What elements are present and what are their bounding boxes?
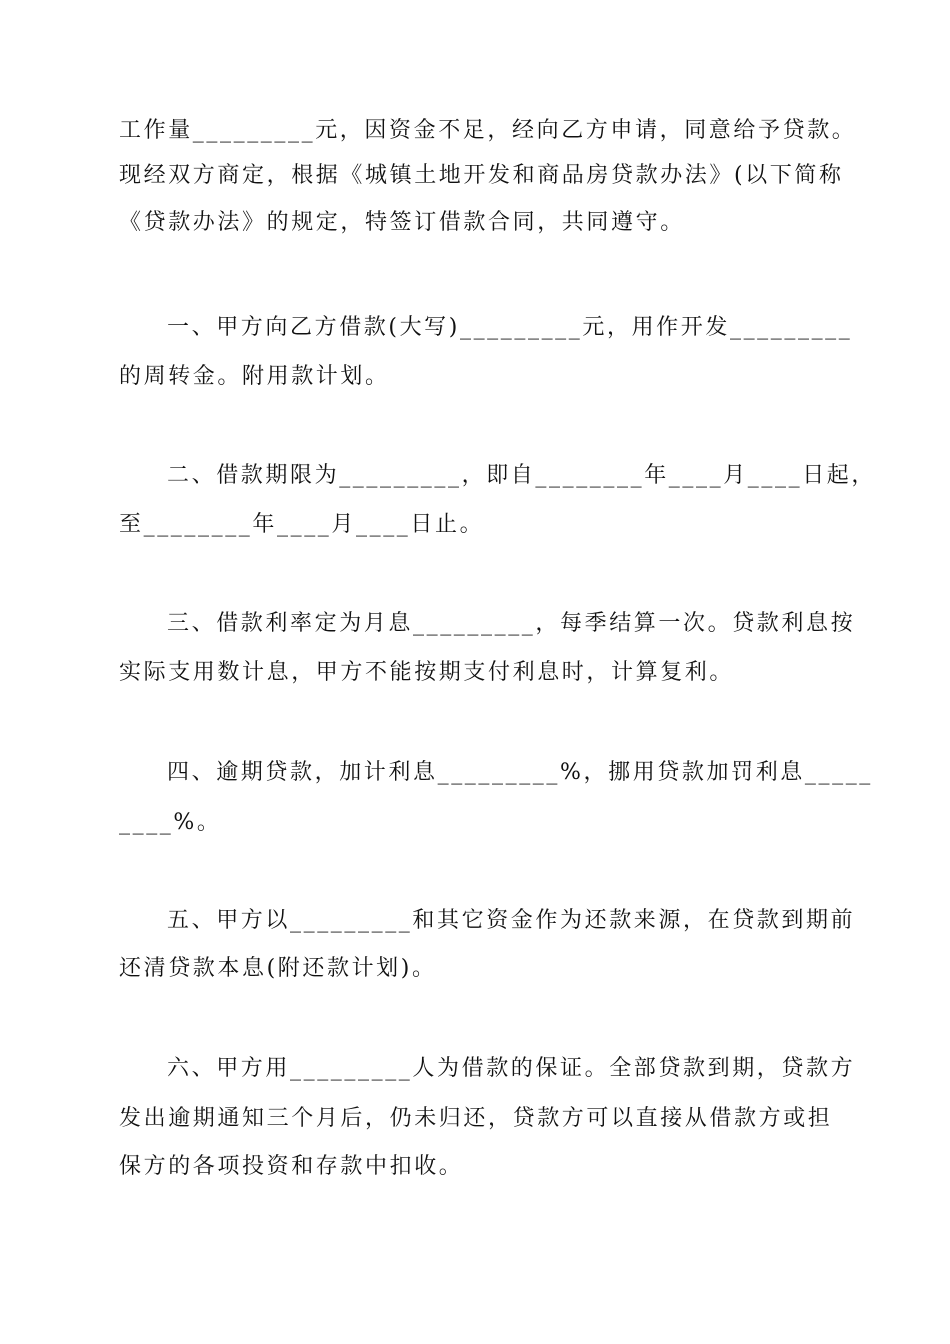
clause-1-line-2: 的周转金。附用款计划。 (119, 364, 390, 389)
intro-line-3: 《贷款办法》的规定，特签订借款合同，共同遵守。 (119, 210, 685, 235)
clause-1-line-1: 一、甲方向乙方借款(大写)_________元，用作开发_________ (167, 315, 853, 340)
clause-2-line-2: 至________年____月____日止。 (119, 512, 485, 537)
intro-line-2: 现经双方商定，根据《城镇土地开发和商品房贷款办法》(以下简称 (119, 163, 844, 188)
clause-6-line-2: 发出逾期通知三个月后，仍未归还，贷款方可以直接从借款方或担 (119, 1106, 833, 1131)
clause-6-line-3: 保方的各项投资和存款中扣收。 (119, 1154, 464, 1179)
clause-5-line-1: 五、甲方以_________和其它资金作为还款来源，在贷款到期前 (167, 908, 856, 933)
clause-4-line-2: ____%。 (119, 810, 222, 835)
clause-3-line-2: 实际支用数计息，甲方不能按期支付利息时，计算复利。 (119, 660, 735, 685)
clause-3-line-1: 三、借款利率定为月息_________，每季结算一次。贷款利息按 (167, 611, 856, 636)
intro-line-1: 工作量_________元，因资金不足，经向乙方申请，同意给予贷款。 (119, 118, 857, 143)
clause-6-line-1: 六、甲方用_________人为借款的保证。全部贷款到期，贷款方 (167, 1056, 856, 1081)
clause-5-line-2: 还清贷款本息(附还款计划)。 (119, 956, 437, 981)
clause-4-line-1: 四、逾期贷款，加计利息_________%，挪用贷款加罚利息_____ (167, 760, 873, 785)
clause-2-line-1: 二、借款期限为_________，即自________年____月____日起， (167, 463, 877, 488)
